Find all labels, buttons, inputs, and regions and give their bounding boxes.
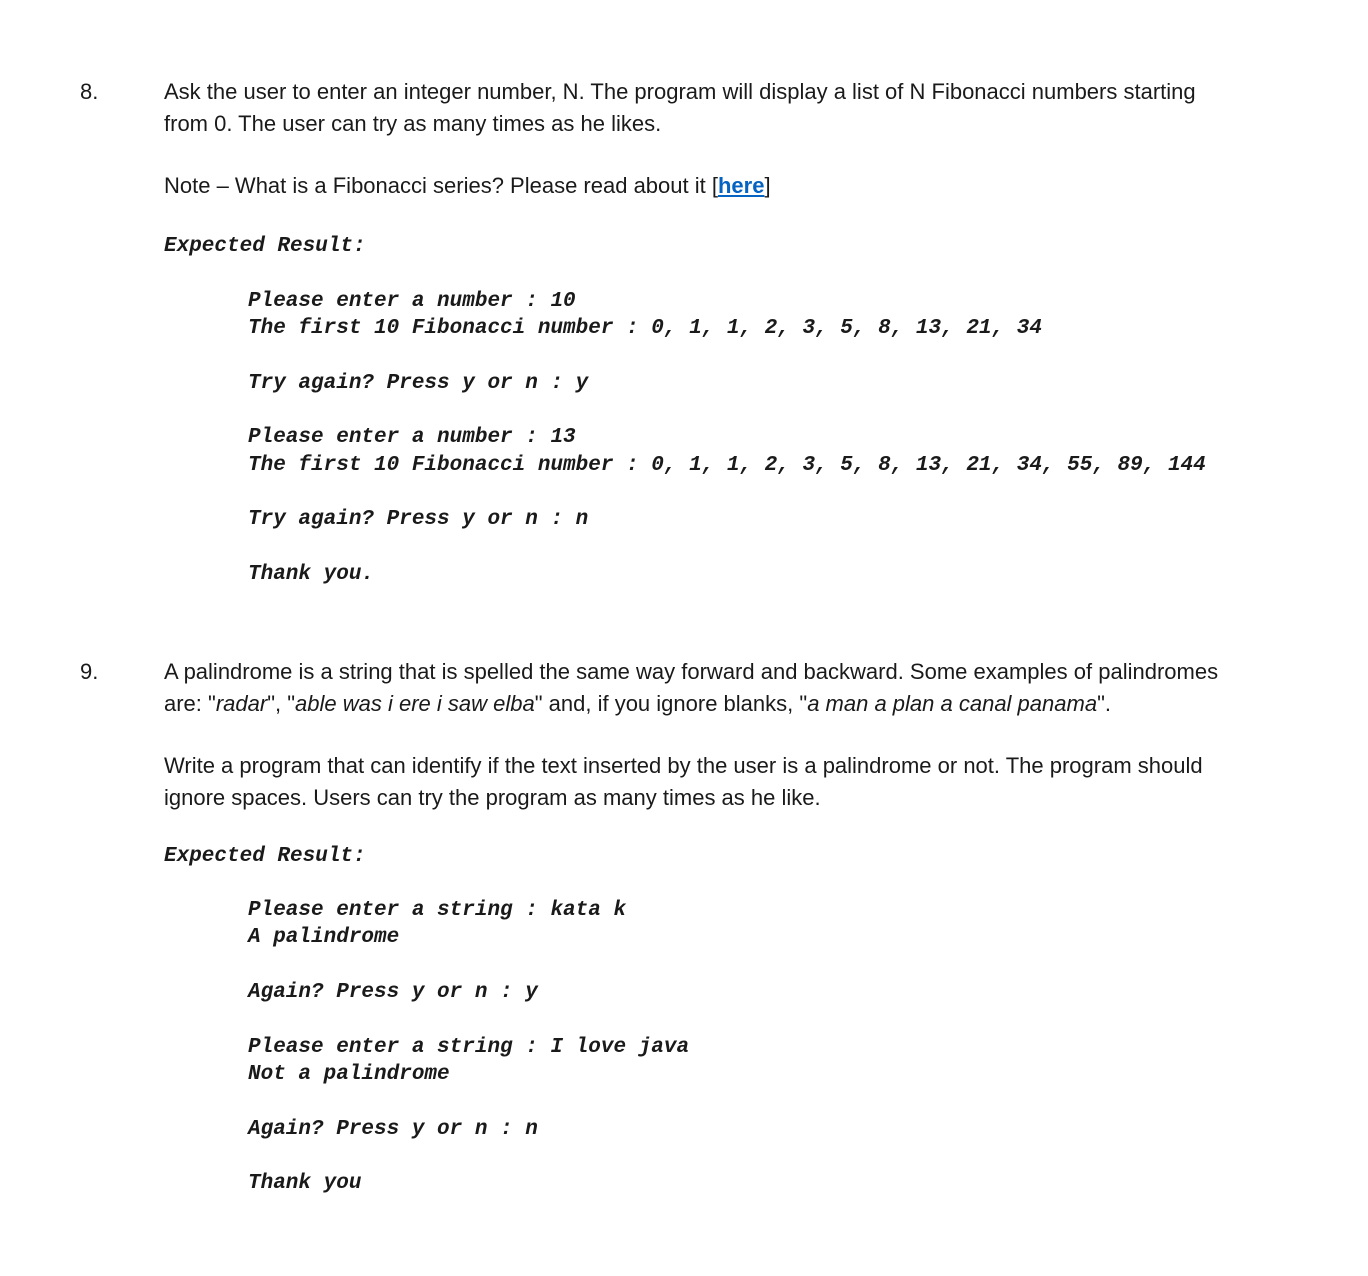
here-link[interactable]: here bbox=[717, 173, 765, 198]
question-8-line-2: from 0. The user can try as many times as he likes. bbox=[164, 111, 662, 136]
example-radar: radar bbox=[215, 691, 268, 716]
q9-output-line: Thank you bbox=[248, 1172, 362, 1195]
note-suffix: ] bbox=[764, 173, 771, 198]
q9-output-line: Not a palindrome bbox=[248, 1063, 450, 1086]
question-9-instructions bbox=[164, 750, 1344, 814]
example-panama: a man a plan a canal panama bbox=[807, 691, 1098, 716]
question-9-description bbox=[164, 656, 1344, 720]
q8-output-line: The first 10 Fibonacci number : 0, 1, 1, 2, 3, 5, 8, 13, 21, 34, 55, 89, 144 bbox=[248, 454, 1206, 477]
q9-output-line: Again? Press y or n : n bbox=[248, 1118, 538, 1141]
question-8-description bbox=[164, 76, 1344, 140]
q9-output-line: Please enter a string : kata k bbox=[248, 899, 627, 922]
q8-output-line: Please enter a number : 10 bbox=[248, 290, 576, 313]
q9-output-line: Please enter a string : I love java bbox=[248, 1036, 690, 1059]
question-9-number: 9. bbox=[80, 659, 99, 684]
note-prefix: Note – What is a Fibonacci series? Please read about it [ bbox=[164, 173, 718, 198]
question-9-line-3: Write a program that can identify if the text inserted by the user is a palindrome or not. The program should bbox=[164, 753, 1203, 778]
q9-output-line: A palindrome bbox=[248, 926, 400, 949]
q8-output-line: The first 10 Fibonacci number : 0, 1, 1, 2, 3, 5, 8, 13, 21, 34 bbox=[248, 317, 1042, 340]
question-8-number: 8. bbox=[80, 79, 99, 104]
question-8-line-1: Ask the user to enter an integer number, N. The program will display a list of N Fibonacci numbers starting bbox=[164, 79, 1196, 104]
question-9-expected-label: Expected Result: bbox=[164, 845, 366, 868]
q8-output-line: Please enter a number : 13 bbox=[248, 426, 576, 449]
question-8-expected-label: Expected Result: bbox=[164, 235, 366, 258]
question-9-line-1: A palindrome is a string that is spelled the same way forward and backward. Some examples of palindromes bbox=[164, 659, 1219, 684]
q9-output-line: Again? Press y or n : y bbox=[248, 981, 538, 1004]
q8-output-line: Thank you. bbox=[248, 563, 375, 586]
question-8-note bbox=[164, 170, 1344, 202]
question-9-line-4: ignore spaces. Users can try the program as many times as he like. bbox=[164, 785, 821, 810]
example-able: able was i ere i saw elba bbox=[295, 691, 535, 716]
q8-output-line: Try again? Press y or n : n bbox=[248, 508, 589, 531]
question-9-line-2: are: "radar", "able was i ere i saw elba" and, if you ignore blanks, "a man a plan a canal panama". bbox=[164, 691, 1111, 716]
q8-output-line: Try again? Press y or n : y bbox=[248, 372, 589, 395]
